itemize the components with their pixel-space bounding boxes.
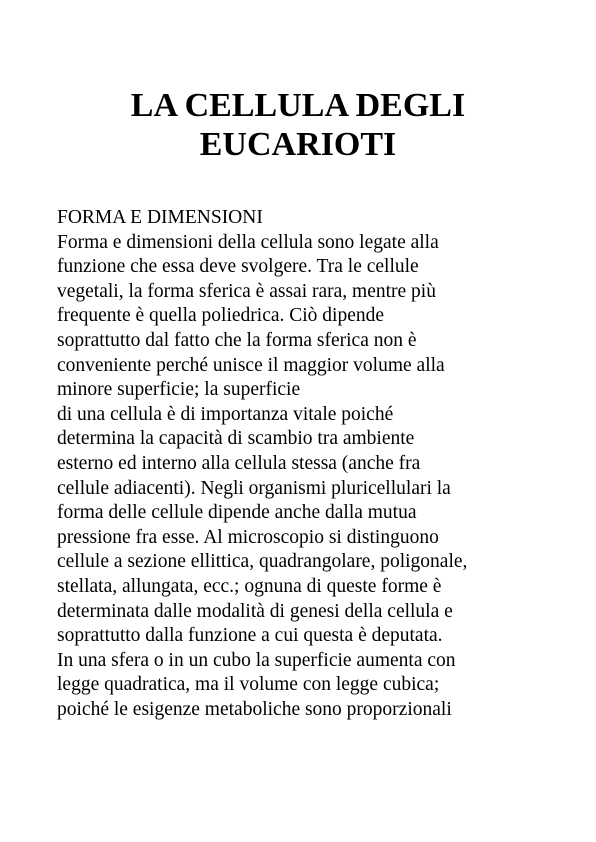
section-heading: FORMA E DIMENSIONI bbox=[57, 207, 263, 228]
body-text bbox=[57, 206, 587, 722]
paragraph-line: pressione fra esse. Al microscopio si distinguono bbox=[57, 526, 439, 548]
paragraph-line: vegetali, la forma sferica è assai rara, mentre più bbox=[57, 280, 436, 302]
paragraph-line: frequente è quella poliedrica. Ciò dipende bbox=[57, 305, 385, 327]
paragraph-line: di una cellula è di importanza vitale poiché bbox=[57, 403, 394, 425]
paragraph-line: soprattutto dal fatto che la forma sferica non è bbox=[57, 329, 417, 351]
page-title bbox=[0, 86, 596, 164]
paragraph-line: stellata, allungata, ecc.; ognuna di queste forme è bbox=[57, 575, 442, 597]
paragraph-line: minore superficie; la superficie bbox=[57, 379, 301, 401]
paragraph-line: esterno ed interno alla cellula stessa (anche fra bbox=[57, 452, 421, 474]
paragraph-line: poiché le esigenze metaboliche sono proporzionali bbox=[57, 698, 452, 720]
paragraph-line: determina la capacità di scambio tra ambiente bbox=[57, 428, 415, 450]
paragraph-line: forma delle cellule dipende anche dalla mutua bbox=[57, 502, 417, 524]
paragraph-line: soprattutto dalla funzione a cui questa è deputata. bbox=[57, 625, 443, 647]
paragraph-line: cellule adiacenti). Negli organismi pluricellulari la bbox=[57, 477, 451, 499]
title-line: EUCARIOTI bbox=[199, 126, 397, 163]
paragraph-line: In una sfera o in un cubo la superficie aumenta con bbox=[57, 649, 456, 671]
title-line: LA CELLULA DEGLI bbox=[130, 87, 466, 124]
paragraph-line: conveniente perché unisce il maggior volume alla bbox=[57, 354, 445, 376]
paragraph-line: determinata dalle modalità di genesi della cellula e bbox=[57, 600, 453, 622]
paragraph-line: funzione che essa deve svolgere. Tra le cellule bbox=[57, 256, 419, 278]
paragraph-line: Forma e dimensioni della cellula sono legate alla bbox=[57, 231, 439, 253]
paragraph-line: legge quadratica, ma il volume con legge cubica; bbox=[57, 674, 440, 696]
paragraph-line: cellule a sezione ellittica, quadrangolare, poligonale, bbox=[57, 551, 468, 573]
